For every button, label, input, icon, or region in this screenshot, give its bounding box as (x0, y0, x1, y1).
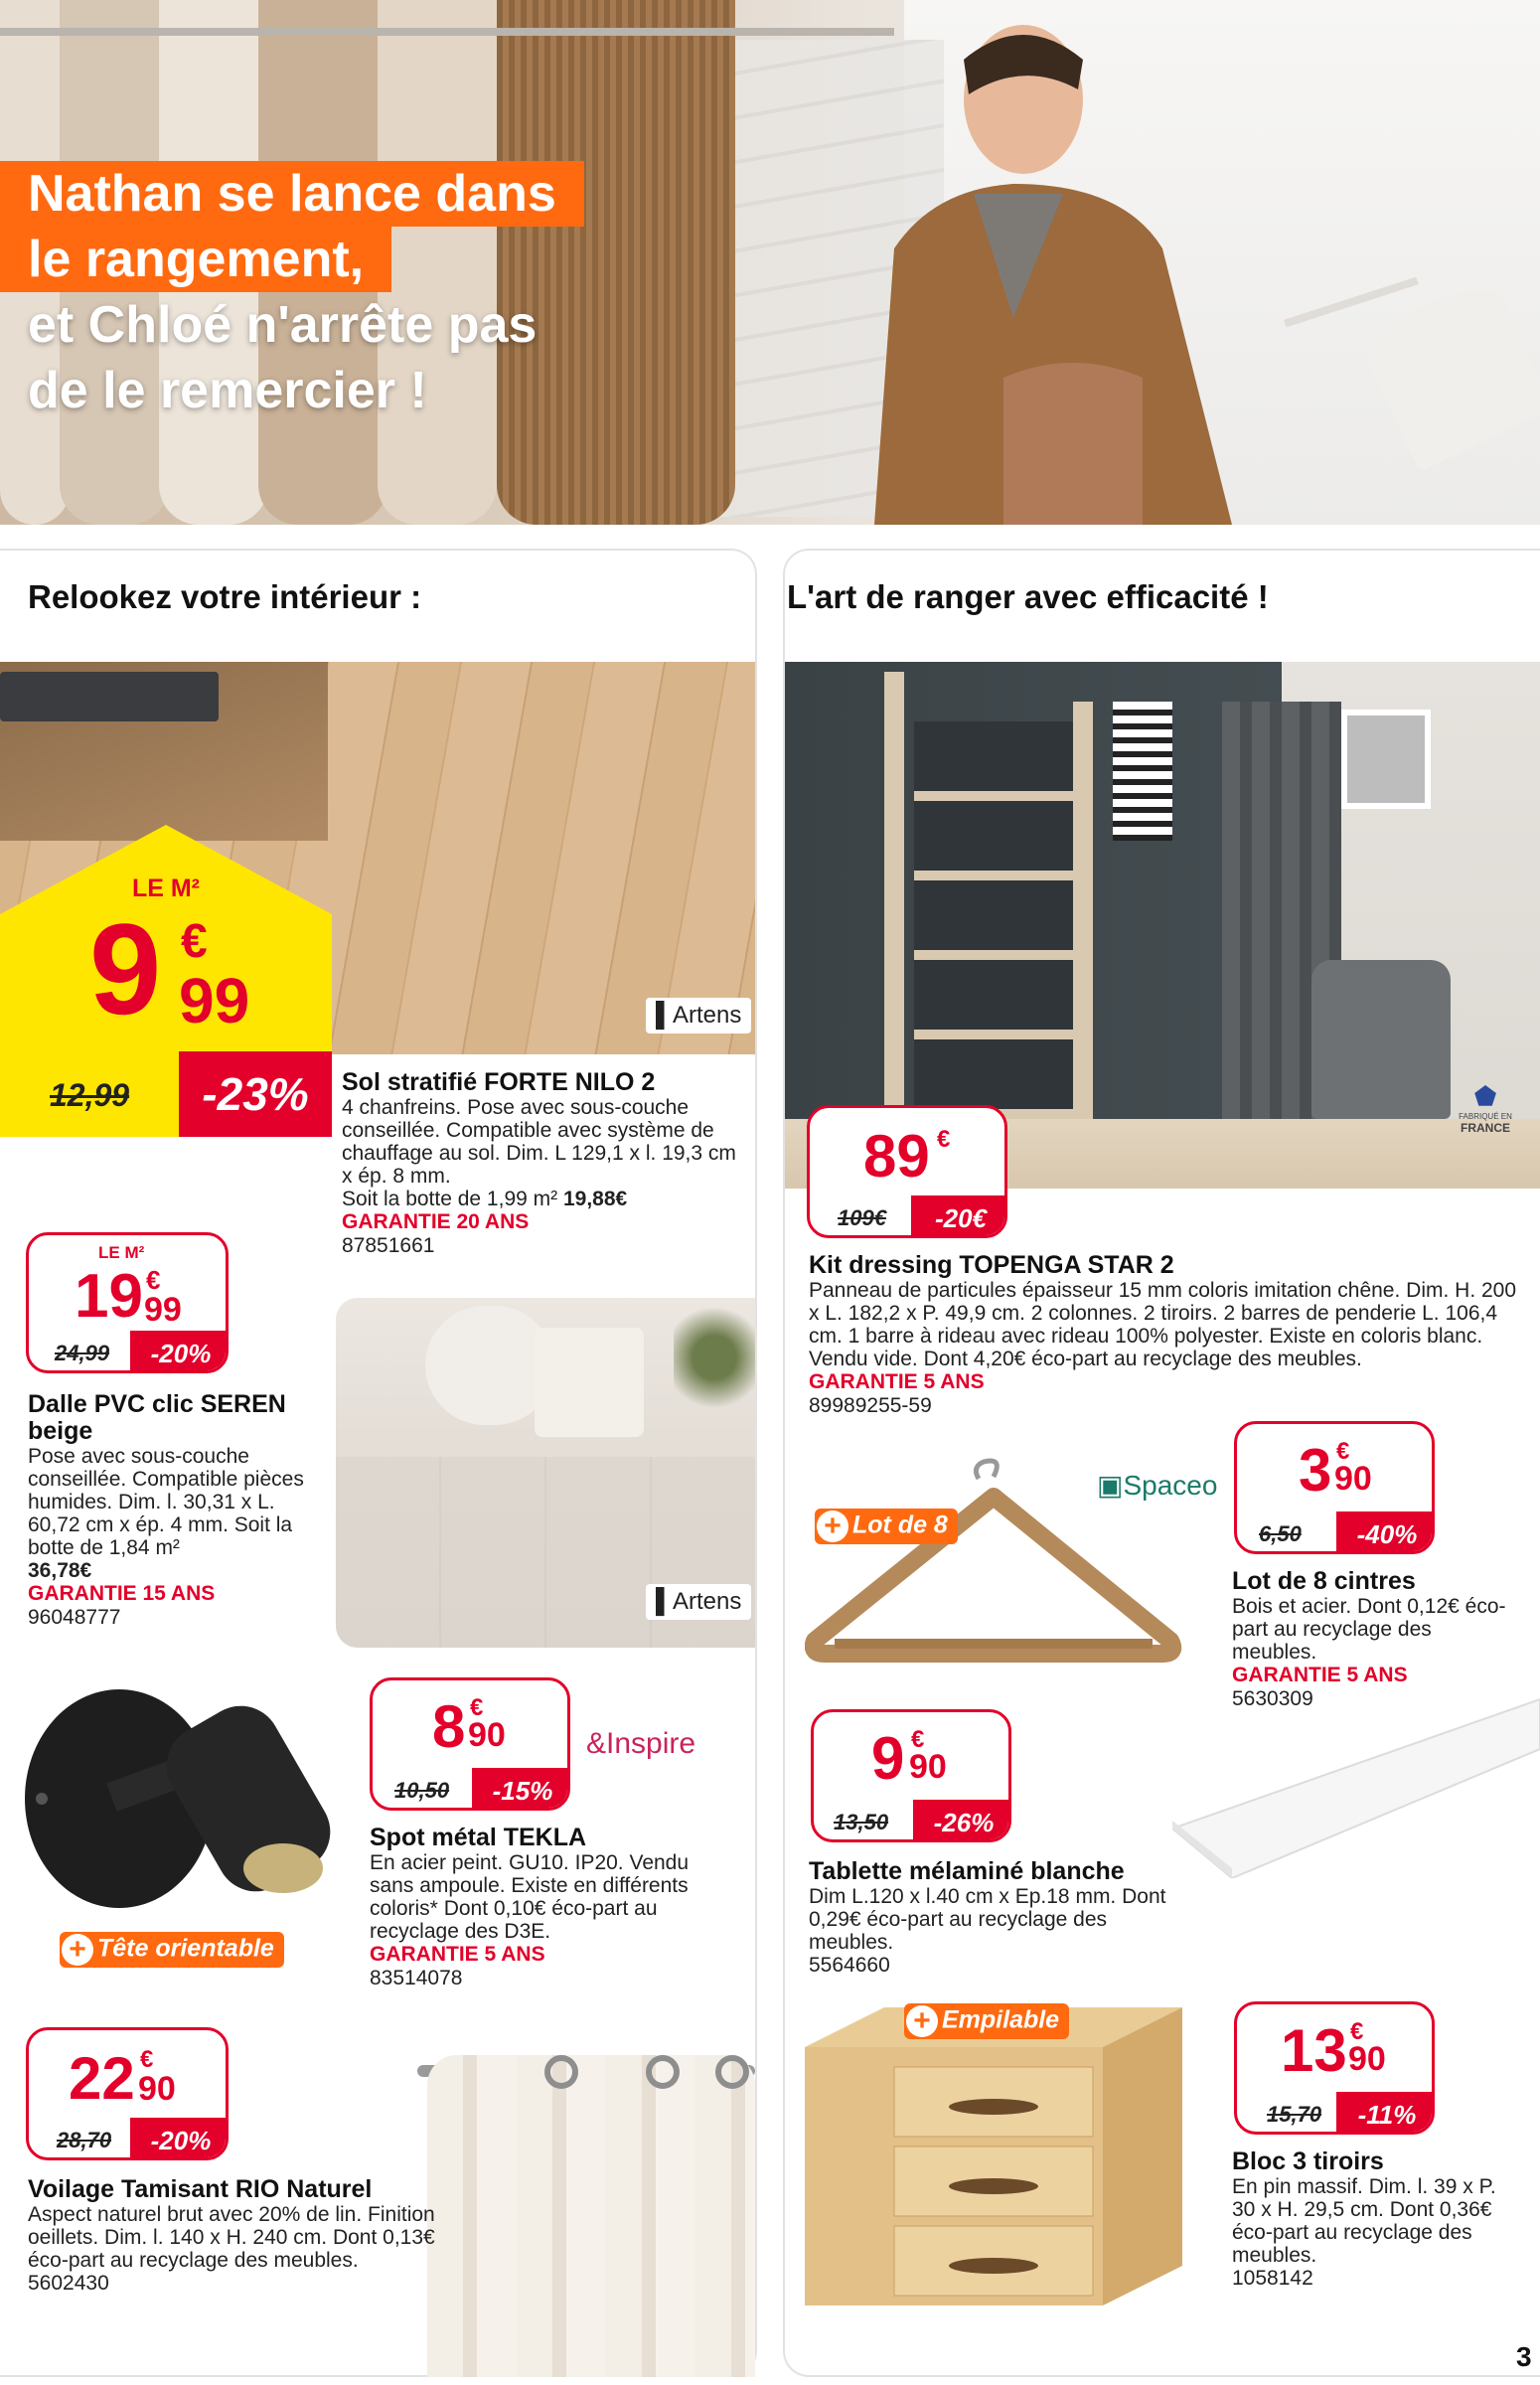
badge-text: Lot de 8 (852, 1510, 948, 1539)
dalle-price-decimals: 99 (144, 1291, 182, 1329)
spot-old-price: 10,50 (394, 1778, 450, 1803)
eyelet (544, 2055, 578, 2089)
brand-logo (586, 1727, 695, 1761)
tablette-price-decimals: 90 (909, 1748, 947, 1786)
made-in-country: FRANCE (1461, 1121, 1510, 1135)
dalle-product-info (28, 1391, 326, 1630)
plus-icon: + (906, 2005, 938, 2037)
voilage-product-info (28, 2176, 445, 2296)
eyelet (646, 2055, 680, 2089)
voilage-price-decimals: 90 (138, 2070, 176, 2108)
spot-price-int: 8 (432, 1693, 466, 1760)
voilage-old-price: 28,70 (57, 2128, 112, 2152)
product-description: Bois et acier. Dont 0,12€ éco-part au recyclage des meubles. (1232, 1595, 1506, 1664)
curtain-image (417, 2025, 755, 2377)
dressing-price-int: 89 (863, 1123, 930, 1190)
product-description: Dim L.120 x l.40 cm x Ep.18 mm. Dont 0,29€ éco-part au recyclage des meubles. (809, 1885, 1166, 1954)
brand-logo: ▌Artens (646, 1584, 751, 1620)
sol-price-currency: € (181, 915, 208, 968)
eyelet (715, 2055, 749, 2089)
product-guarantee: GARANTIE 5 ANS (809, 1370, 985, 1393)
product-reference: 5564660 (809, 1954, 890, 1977)
tablette-product-info (809, 1858, 1186, 1978)
product-title: Voilage Tamisant RIO Naturel (28, 2175, 373, 2203)
plus-icon: + (62, 1934, 93, 1966)
product-description: Panneau de particules épaisseur 15 mm coloris imitation chêne. Dim. H. 200 x L. 182,2 x P. 49,9 cm. 2 colonnes. 2 tiroirs. 2 barres de penderie L. 106,4 cm. 1 barre à rideau avec rideau 100% polyester. Existe en coloris blanc. Vendu vide. Dont 4,20€ éco-part au recyclage des meubles. (809, 1279, 1517, 1370)
armchair (1311, 960, 1451, 1119)
product-title: Spot métal TEKLA (370, 1824, 587, 1851)
spot-price-currency: € (470, 1694, 484, 1721)
product-reference: 5630309 (1232, 1687, 1313, 1710)
spot-discount: -15% (472, 1768, 570, 1811)
brand-name: Artens (673, 1002, 742, 1029)
product-description: Aspect naturel brut avec 20% de lin. Finition oeillets. Dim. l. 140 x H. 240 cm. Dont 0,13€ éco-part au recyclage des meubles. (28, 2203, 435, 2272)
man-illustration (815, 20, 1331, 525)
product-reference: 89989255-59 (809, 1394, 932, 1417)
bloc-product-info (1232, 2148, 1520, 2291)
spot-price-box (370, 1677, 570, 1811)
feature-badge (60, 1932, 284, 1968)
badge-text: Empilable (942, 2005, 1060, 2034)
dressing-price-box (807, 1105, 1007, 1238)
voilage-price-int: 22 (69, 2045, 135, 2112)
tray (0, 672, 219, 721)
cintres-price-int: 3 (1299, 1437, 1332, 1504)
product-reference: 83514078 (370, 1967, 463, 1989)
france-map-icon: ⬟ (1473, 1081, 1497, 1111)
spaceo-icon: ▣ (1097, 1470, 1124, 1501)
voilage-price-currency: € (140, 2046, 154, 2073)
spot-lamp-image (20, 1689, 348, 1918)
inspire-icon: & (586, 1727, 607, 1760)
bloc-price-currency: € (1350, 2018, 1364, 2045)
dalle-price-currency: € (146, 1265, 161, 1295)
feature-badge (815, 1509, 958, 1544)
brand-logo: ▌Artens (646, 998, 751, 1034)
armchair (535, 1328, 644, 1437)
voilage-discount: -20% (130, 2118, 229, 2160)
tablette-price-int: 9 (871, 1725, 905, 1792)
product-title: Dalle PVC clic SEREN beige (28, 1390, 286, 1445)
product-description: Pose avec sous-couche conseillée. Compatible pièces humides. Dim. l. 30,31 x L. 60,72 cm x ép. 4 mm. Soit la botte de 1,84 m² (28, 1445, 304, 1559)
pack-price: 36,78€ (28, 1559, 92, 1582)
cintres-price-box (1234, 1421, 1435, 1554)
product-description: Soit la botte de 1,99 m² (342, 1188, 558, 1210)
product-reference: 5602430 (28, 2272, 109, 2295)
feature-badge (904, 2003, 1069, 2039)
drawer-unit-image (805, 2007, 1202, 2306)
shelf-post (884, 672, 904, 1119)
hero-title (0, 161, 584, 423)
left-panel-title: Relookez votre intérieur : (28, 578, 422, 615)
bloc-price-int: 13 (1281, 2017, 1347, 2084)
unit-label: LE M² (131, 874, 201, 902)
dalle-discount: -20% (130, 1331, 229, 1373)
tablette-price-box (811, 1709, 1011, 1842)
bloc-price-box (1234, 2001, 1435, 2135)
pack-price: 19,88€ (562, 1188, 628, 1210)
product-reference: 1058142 (1232, 2267, 1313, 2290)
product-guarantee: GARANTIE 15 ANS (28, 1582, 216, 1605)
bloc-old-price: 15,70 (1267, 2102, 1322, 2127)
product-title: Tablette mélaminé blanche (809, 1857, 1125, 1885)
cintres-old-price: 6,50 (1259, 1521, 1302, 1546)
wall-frame (1341, 710, 1431, 809)
striped-shirt (1113, 702, 1172, 841)
sol-discount: -23% (179, 1051, 332, 1137)
badge-text: Tête orientable (97, 1934, 274, 1963)
product-title: Bloc 3 tiroirs (1232, 2147, 1384, 2175)
right-panel-title: L'art de ranger avec efficacité ! (787, 578, 1269, 615)
hero-title-line: et Chloé n'arrête pas (28, 296, 538, 354)
dalle-price-box (26, 1232, 229, 1373)
product-guarantee: GARANTIE 5 ANS (1232, 1664, 1408, 1686)
shelf-post (1073, 702, 1093, 1119)
spot-price-decimals: 90 (468, 1716, 506, 1754)
made-in-label: FABRIQUÉ EN (1459, 1112, 1512, 1121)
shelves (914, 721, 1073, 1119)
hero-title-line: de le remercier ! (28, 362, 427, 419)
brand-name: Inspire (606, 1727, 696, 1760)
hero-banner (0, 0, 1540, 525)
cintres-discount: -40% (1336, 1511, 1435, 1554)
made-in-france-badge (1441, 1081, 1530, 1135)
product-guarantee: GARANTIE 5 ANS (370, 1943, 545, 1966)
hero-title-line: le rangement, (0, 227, 391, 292)
product-reference: 87851661 (342, 1234, 435, 1257)
dressing-price-currency: € (937, 1126, 951, 1153)
tablette-price-currency: € (911, 1726, 925, 1753)
dressing-discount: -20€ (911, 1195, 1007, 1238)
price-house-badge (0, 825, 332, 1055)
product-title: Sol stratifié FORTE NILO 2 (342, 1068, 656, 1096)
dalle-price-int: 19 (75, 1262, 143, 1331)
bloc-price-decimals: 90 (1348, 2040, 1386, 2078)
product-guarantee: GARANTIE 20 ANS (342, 1210, 530, 1233)
dressing-product-info (809, 1252, 1524, 1418)
brand-name: Spaceo (1123, 1470, 1218, 1501)
tablette-old-price: 13,50 (834, 1810, 889, 1834)
product-title: Lot de 8 cintres (1232, 1567, 1416, 1595)
sol-product-info (342, 1069, 739, 1258)
product-reference: 96048777 (28, 1606, 121, 1629)
plant (674, 1298, 755, 1417)
unit-label: LE M² (98, 1243, 145, 1262)
page-number: 3 (1516, 2341, 1532, 2372)
brand-logo (1097, 1469, 1217, 1502)
product-description: En pin massif. Dim. l. 39 x P. 30 x H. 29,5 cm. Dont 0,36€ éco-part au recyclage des meubles. (1232, 2175, 1496, 2267)
plus-icon: + (817, 1510, 848, 1542)
voilage-price-box (26, 2027, 229, 2160)
dressing-old-price: 109€ (838, 1205, 886, 1230)
cintres-price-decimals: 90 (1334, 1460, 1372, 1498)
dalle-old-price: 24,99 (55, 1341, 110, 1365)
bloc-discount: -11% (1336, 2092, 1435, 2135)
sol-price-decimals: 99 (179, 965, 250, 1036)
product-description: 4 chanfreins. Pose avec sous-couche conseillée. Compatible avec système de chauffage au sol. Dim. L 129,1 x l. 19,3 cm x ép. 8 mm. (342, 1096, 736, 1188)
clothes-rail (0, 28, 894, 36)
sol-price-int: 9 (89, 896, 158, 1041)
product-description: En acier peint. GU10. IP20. Vendu sans ampoule. Existe en différents coloris* Dont 0,10€ éco-part au recyclage des D3E. (370, 1851, 690, 1943)
white-shelf-image (1172, 1679, 1540, 1878)
product-title: Kit dressing TOPENGA STAR 2 (809, 1251, 1174, 1279)
sol-old-price: 12,99 (50, 1077, 130, 1113)
spot-product-info (370, 1825, 737, 1990)
brand-name: Artens (673, 1588, 742, 1615)
cintres-price-currency: € (1336, 1438, 1350, 1465)
curtain-fabric (427, 2055, 755, 2377)
hero-title-line: Nathan se lance dans (0, 161, 584, 227)
tablette-discount: -26% (913, 1800, 1011, 1842)
